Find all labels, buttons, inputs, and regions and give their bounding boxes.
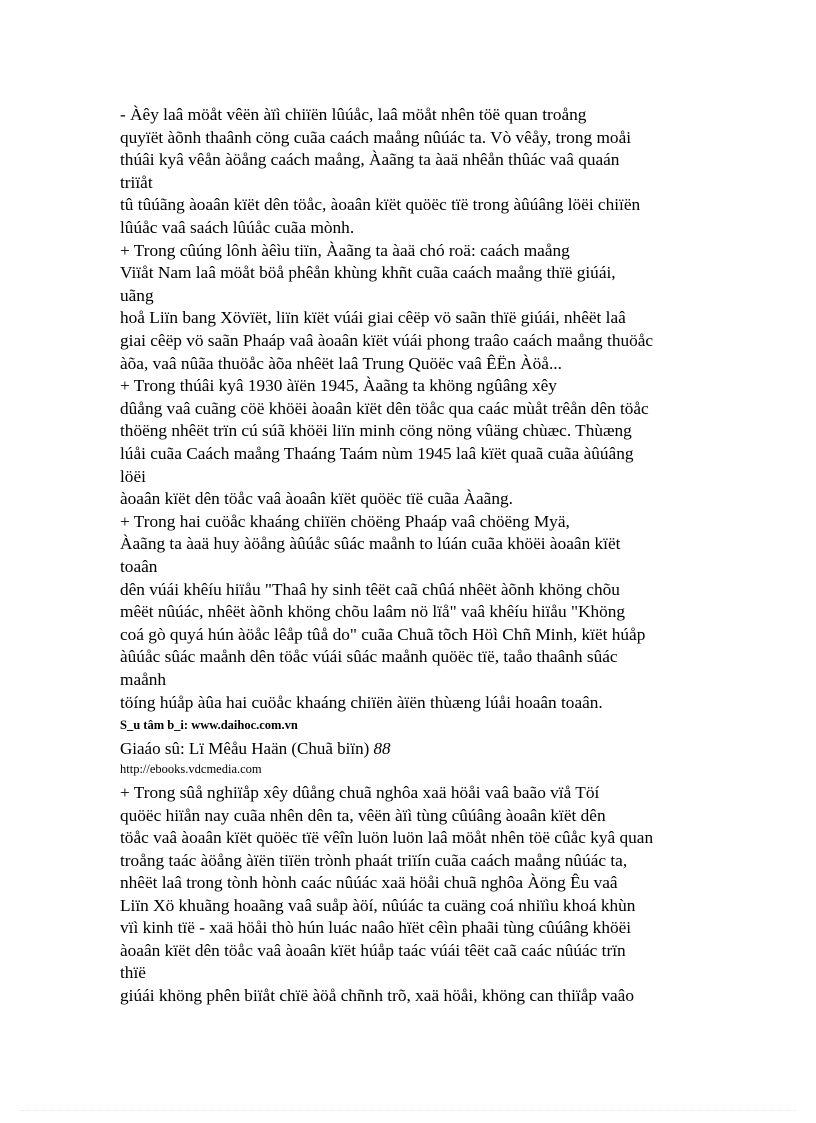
text-line: lúåi cuãa Caách maång Thaáng Taám nùm 1945 laâ kïët quaã cuãa àûúâng (120, 444, 634, 463)
text-line: troång taác àöång àïën tiïën trònh phaát triïín cuãa caách maång nûúác ta, (120, 850, 628, 870)
text-line: + Trong cûúng lônh àêìu tiïn, Àaãng ta àaä chó roä: caách maång (120, 240, 570, 260)
text-line: àõa, vaâ nûãa thuöåc àõa nhêët laâ Trung Quöëc vaâ ÊËn Àöå... (120, 353, 562, 373)
text-line: + Trong sûå nghiïåp xêy dûång chuã nghôa xaä höåi vaâ baão vïå Töí (120, 783, 600, 802)
text-line: mêët nûúác, nhêët àõnh khöng chõu laâm nö lïå" vaâ khêíu hiïåu "Khöng (120, 602, 626, 622)
ebook-url: http://ebooks.vdcmedia.com (120, 762, 262, 776)
author-line (120, 738, 391, 759)
text-line: + Trong thúâi kyâ 1930 àïën 1945, Àaãng ta khöng ngûâng xêy (120, 376, 557, 396)
text-line: dûång vaâ cuãng cöë khöëi àoaân kïët dên töåc qua caác mùåt trêån dên töåc (120, 398, 649, 418)
text-line: lûúåc vaâ saách lûúåc cuãa mònh. (120, 218, 355, 237)
text-line: hoå Liïn bang Xövïët, liïn kïët vúái giai cêëp vö saãn thïë giúái, nhêët laâ (120, 308, 626, 328)
author-text: Giaáo sû: Lï Mêåu Haän (Chuã biïn) (120, 739, 374, 758)
text-line: Liïn Xö khuãng hoaãng vaâ suåp àöí, nûúác ta cuäng coá nhiïìu khoá khùn (120, 895, 636, 915)
text-line: quöëc hiïån nay cuãa nhên dên ta, vêën àïì tùng cûúâng àoaân kïët dên (120, 805, 606, 825)
text-line: dên vúái khêíu hiïåu "Thaâ hy sinh têët caã chûá nhêët àõnh khöng chõu (120, 579, 620, 599)
text-line: thöëng nhêët trïn cú súã khöëi liïn minh cöng nöng vûäng chùæc. Thùæng (120, 421, 632, 441)
text-line: àoaân kïët dên töåc vaâ àoaân kïët húåp taác vúái têët caã caác nûúác trïn (120, 940, 626, 960)
text-line: toaân (120, 557, 158, 576)
page-number: 88 (373, 739, 391, 758)
text-line: thïë (120, 963, 146, 982)
text-line: àoaân kïët dên töåc vaâ àoaân kïët quöëc tïë cuãa Àaãng. (120, 489, 513, 509)
text-line: tû tûúãng àoaân kïët dên töåc, àoaân kïët quöëc tïë trong àûúâng löëi chiïën (120, 195, 641, 215)
text-line: giai cêëp vö saãn Phaáp vaâ àoaân kïët vúái phong traâo caách maång thuöåc (120, 331, 654, 350)
text-line: giúái khöng phên biïåt chïë àöå chñnh trõ, xaä höåi, khöng can thiïåp vaâo (120, 985, 634, 1005)
text-line: àûúåc sûác maånh dên töåc vúái sûác maånh quöëc tïë, taåo thaânh sûác (120, 647, 618, 667)
text-line: töíng húåp àûa hai cuöåc khaáng chiïën àïën thùæng lúåi hoaân toaân. (120, 692, 603, 712)
text-line: quyïët àõnh thaânh cöng cuãa caách maång nûúác ta. Vò vêåy, trong moåi (120, 127, 632, 147)
text-line: töåc vaâ àoaân kïët quöëc tïë vêîn luön luön laâ möåt nhên töë cûåc kyâ quan (120, 828, 654, 847)
text-line: + Trong hai cuöåc khaáng chiïën chöëng Phaáp vaâ chöëng Myä, (120, 511, 570, 531)
text-line: uãng (120, 285, 154, 305)
text-line: maånh (120, 670, 167, 689)
text-line: thúâi kyâ vêån àöång caách maång, Àaãng ta àaä nhêån thûác vaâ quaán (120, 150, 620, 170)
text-line: Àaãng ta àaä huy àöång àûúåc sûác maånh to lúán cuãa khöëi àoaân kïët (120, 534, 621, 554)
page-bottom-border (20, 1110, 796, 1111)
text-line: coá gò quyá hún àöåc lêåp tûå do" cuãa Chuã tõch Höì Chñ Minh, kïët húåp (120, 624, 646, 644)
text-line: vïì kinh tïë - xaä höåi thò hún luác naâo hïët cêìn phaãi tùng cûúâng khöëi (120, 918, 632, 937)
text-line: nhêët laâ trong tònh hònh caác nûúác xaä höåi chuã nghôa Àöng Êu vaâ (120, 873, 618, 892)
text-line: löëi (120, 466, 146, 486)
text-line: triïåt (120, 172, 153, 192)
source-attribution: S_u tâm b_i: www.daihoc.com.vn (120, 718, 298, 732)
text-line: - Àêy laâ möåt vêën àïì chiïën lûúåc, laâ möåt nhên töë quan troång (120, 105, 587, 124)
text-line: Viïåt Nam laâ möåt böå phêån khùng khñt cuãa caách maång thïë giúái, (120, 263, 616, 283)
